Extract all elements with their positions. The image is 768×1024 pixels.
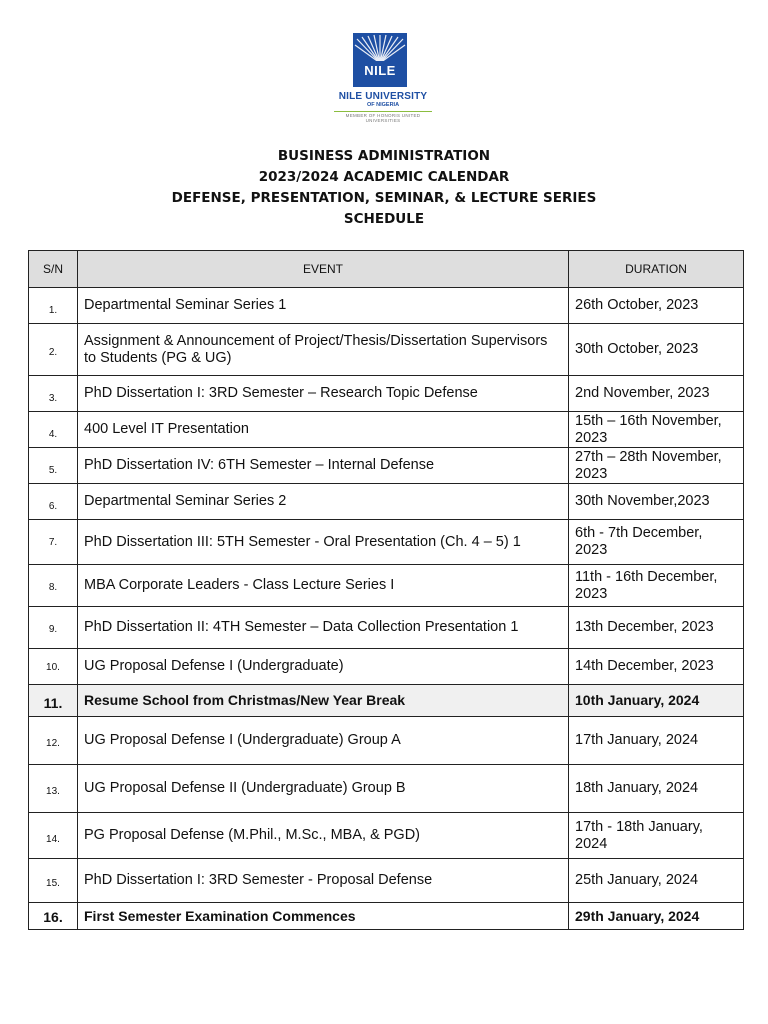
- row-event: PhD Dissertation IV: 6TH Semester – Internal Defense: [78, 448, 569, 484]
- row-event: Departmental Seminar Series 1: [78, 288, 569, 324]
- header-sn: S/N: [29, 251, 78, 288]
- row-event: Resume School from Christmas/New Year Break: [78, 685, 569, 717]
- row-sn: 15.: [29, 859, 78, 903]
- row-duration: 26th October, 2023: [569, 288, 744, 324]
- row-duration: 10th January, 2024: [569, 685, 744, 717]
- row-sn: 7.: [29, 520, 78, 565]
- row-event: Assignment & Announcement of Project/Thesis/Dissertation Supervisors to Students (PG & UG): [78, 324, 569, 376]
- row-event: UG Proposal Defense I (Undergraduate) Group A: [78, 717, 569, 765]
- row-event: 400 Level IT Presentation: [78, 412, 569, 448]
- row-duration: 25th January, 2024: [569, 859, 744, 903]
- heading-subtitle: DEFENSE, PRESENTATION, SEMINAR, & LECTURE SERIES: [171, 190, 597, 206]
- table-row: [29, 565, 744, 607]
- row-sn: 4.: [29, 412, 78, 448]
- row-event: MBA Corporate Leaders - Class Lecture Series I: [78, 565, 569, 607]
- logo-university-name: NILE UNIVERSITY: [338, 91, 428, 102]
- row-sn: 13.: [29, 765, 78, 813]
- table-row: [29, 288, 744, 324]
- header-duration: DURATION: [569, 251, 744, 288]
- logo-tagline: MEMBER OF HONORIS UNITED UNIVERSITIES: [334, 111, 432, 123]
- heading-schedule: SCHEDULE: [343, 211, 425, 227]
- table-row: [29, 448, 744, 484]
- table-row-highlight: [29, 685, 744, 717]
- row-duration: 13th December, 2023: [569, 607, 744, 649]
- row-sn: 11.: [29, 685, 78, 717]
- row-duration: 30th October, 2023: [569, 324, 744, 376]
- table-row: [29, 484, 744, 520]
- table-row: [29, 649, 744, 685]
- row-duration: 6th - 7th December, 2023: [569, 520, 744, 565]
- row-event: PhD Dissertation II: 4TH Semester – Data Collection Presentation 1: [78, 607, 569, 649]
- row-sn: 9.: [29, 607, 78, 649]
- heading-department: BUSINESS ADMINISTRATION: [277, 148, 491, 164]
- table-row: [29, 376, 744, 412]
- row-event: PhD Dissertation III: 5TH Semester - Oral Presentation (Ch. 4 – 5) 1: [78, 520, 569, 565]
- row-event: PhD Dissertation I: 3RD Semester – Research Topic Defense: [78, 376, 569, 412]
- logo-word: NILE: [364, 63, 396, 78]
- table-row: [29, 607, 744, 649]
- row-event: UG Proposal Defense II (Undergraduate) Group B: [78, 765, 569, 813]
- row-sn: 16.: [29, 903, 78, 930]
- table-row: [29, 859, 744, 903]
- table-header-row: [29, 251, 744, 288]
- table-row: [29, 520, 744, 565]
- row-sn: 8.: [29, 565, 78, 607]
- row-duration: 17th January, 2024: [569, 717, 744, 765]
- heading-calendar: 2023/2024 ACADEMIC CALENDAR: [258, 169, 510, 185]
- schedule-table: [28, 250, 744, 930]
- row-sn: 10.: [29, 649, 78, 685]
- row-sn: 6.: [29, 484, 78, 520]
- row-event: First Semester Examination Commences: [78, 903, 569, 930]
- logo-emblem: [353, 33, 407, 87]
- table-row: [29, 412, 744, 448]
- table-row: [29, 765, 744, 813]
- row-event: Departmental Seminar Series 2: [78, 484, 569, 520]
- row-duration: 29th January, 2024: [569, 903, 744, 930]
- row-event: PhD Dissertation I: 3RD Semester - Proposal Defense: [78, 859, 569, 903]
- sunburst-icon: [353, 33, 407, 87]
- row-sn: 1.: [29, 288, 78, 324]
- university-logo: [334, 33, 432, 123]
- row-duration: 15th – 16th November, 2023: [569, 412, 744, 448]
- row-sn: 12.: [29, 717, 78, 765]
- table-row: [29, 813, 744, 859]
- row-sn: 5.: [29, 448, 78, 484]
- row-event: PG Proposal Defense (M.Phil., M.Sc., MBA, & PGD): [78, 813, 569, 859]
- row-event: UG Proposal Defense I (Undergraduate): [78, 649, 569, 685]
- logo-country: OF NIGERIA: [366, 102, 400, 108]
- row-duration: 27th – 28th November, 2023: [569, 448, 744, 484]
- table-row: [29, 324, 744, 376]
- table-row-emphasis: [29, 903, 744, 930]
- row-duration: 30th November,2023: [569, 484, 744, 520]
- row-sn: 14.: [29, 813, 78, 859]
- row-duration: 11th - 16th December, 2023: [569, 565, 744, 607]
- row-duration: 18th January, 2024: [569, 765, 744, 813]
- row-duration: 14th December, 2023: [569, 649, 744, 685]
- table-row: [29, 717, 744, 765]
- row-duration: 2nd November, 2023: [569, 376, 744, 412]
- header-event: EVENT: [78, 251, 569, 288]
- row-sn: 2.: [29, 324, 78, 376]
- row-duration: 17th - 18th January, 2024: [569, 813, 744, 859]
- document-heading: [0, 146, 768, 230]
- row-sn: 3.: [29, 376, 78, 412]
